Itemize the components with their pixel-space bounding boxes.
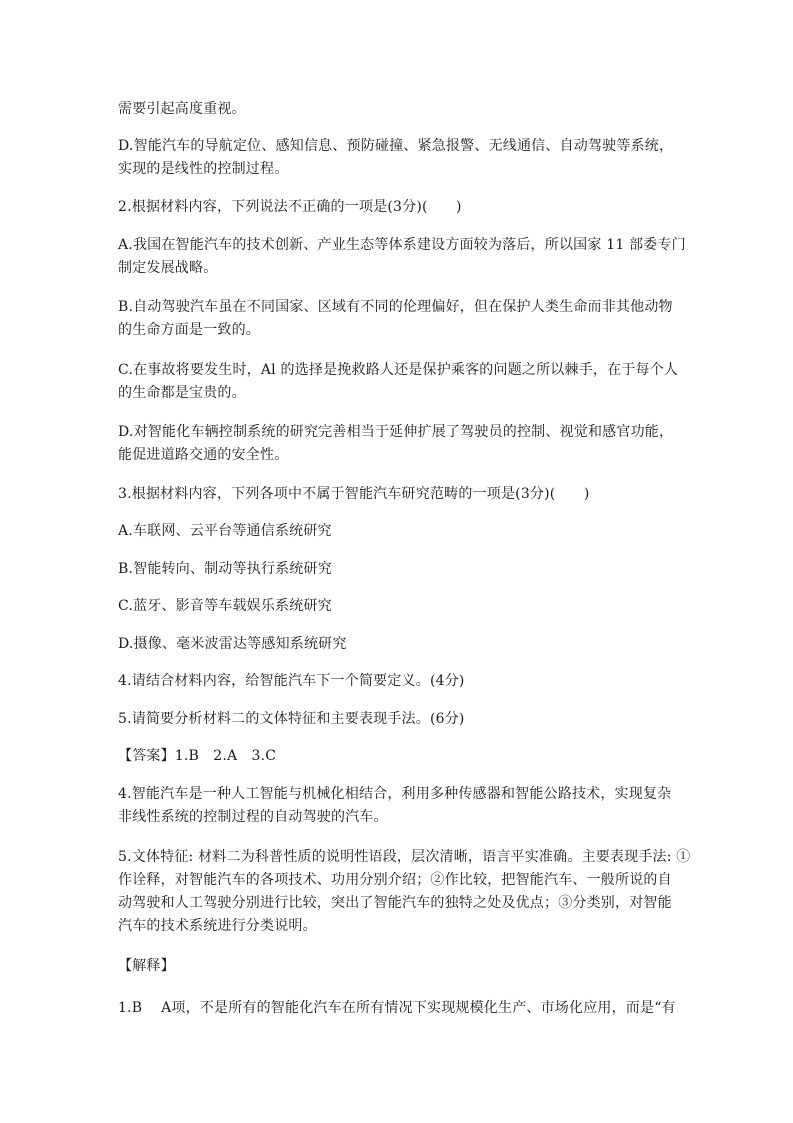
text-line: 非线性系统的控制过程的自动驾驶的汽车。 bbox=[118, 809, 388, 825]
text-line: 需要引起高度重视。 bbox=[118, 101, 246, 117]
paragraph-q3-option-b bbox=[118, 558, 684, 581]
text-line: 3.根据材料内容，下列各项中不属于智能汽车研究范畴的一项是(3分)( ) bbox=[118, 486, 590, 502]
paragraph-q2-option-c bbox=[118, 359, 684, 405]
text-line: A.我国在智能汽车的技术创新、产业生态等体系建设方面较为落后，所以国家 11 部委专门 bbox=[118, 237, 686, 253]
text-line: A.车联网、云平台等通信系统研究 bbox=[118, 523, 332, 539]
paragraph-explanation-heading bbox=[118, 955, 684, 978]
paragraph-question-2 bbox=[118, 196, 684, 219]
text-line: 2.根据材料内容，下列说法不正确的一项是(3分)( ) bbox=[118, 199, 462, 215]
paragraph-continuation bbox=[118, 98, 684, 121]
text-line: 的生命方面是一致的。 bbox=[118, 322, 260, 338]
text-line: 5.请简要分析材料二的文体特征和主要表现手法。(6分) bbox=[118, 711, 465, 727]
text-line: 5.文体特征: 材料二为科普性质的说明性语段，层次清晰，语言平实准确。主要表现手法: ① bbox=[118, 849, 691, 865]
text-line: D.对智能化车辆控制系统的研究完善相当于延伸扩展了驾驶员的控制、视觉和感官功能， bbox=[118, 424, 674, 440]
paragraph-q1-option-d bbox=[118, 135, 684, 181]
text-line: B.自动驾驶汽车虽在不同国家、区域有不同的伦理偏好，但在保护人类生命而非其他动物 bbox=[118, 299, 673, 315]
text-line: 能促进道路交通的安全性。 bbox=[118, 447, 289, 463]
text-line: 1.B A项，不是所有的智能化汽车在所有情况下实现规模化生产、市场化应用，而是“有 bbox=[118, 1000, 676, 1016]
paragraph-q2-option-a bbox=[118, 234, 684, 280]
text-line: 【解释】 bbox=[118, 958, 175, 974]
text-line: B.智能转向、制动等执行系统研究 bbox=[118, 561, 332, 577]
text-line: 的生命都是宝贵的。 bbox=[118, 385, 246, 401]
text-line: C.在事故将要发生时，Al 的选择是挽救路人还是保护乘客的问题之所以棘手，在于每个人 bbox=[118, 362, 679, 378]
paragraph-q3-option-c bbox=[118, 595, 684, 618]
paragraph-q3-option-d bbox=[118, 633, 684, 656]
text-line: D.摄像、毫米波雷达等感知系统研究 bbox=[118, 636, 347, 652]
paragraph-q2-option-d bbox=[118, 421, 684, 467]
text-line: 汽车的技术系统进行分类说明。 bbox=[118, 918, 317, 934]
text-line: 4.智能汽车是一种人工智能与机械化相结合，利用多种传感器和智能公路技术，实现复杂 bbox=[118, 786, 672, 802]
text-line: 作诠释，对智能汽车的各项技术、功用分别介绍；②作比较，把智能汽车、一般所说的自 bbox=[118, 872, 672, 888]
paragraph-question-4 bbox=[118, 670, 684, 693]
text-line: 【答案】1.B 2.A 3.C bbox=[118, 748, 277, 764]
paragraph-answer-5 bbox=[118, 846, 691, 938]
text-line: D.智能汽车的导航定位、感知信息、预防碰撞、紧急报警、无线通信、自动驾驶等系统， bbox=[118, 138, 674, 154]
paragraph-question-5 bbox=[118, 708, 684, 731]
paragraph-explanation-1 bbox=[118, 997, 684, 1020]
paragraph-question-3 bbox=[118, 483, 684, 506]
paragraph-q2-option-b bbox=[118, 296, 684, 342]
paragraph-answer-4 bbox=[118, 783, 684, 829]
text-line: 4.请结合材料内容，给智能汽车下一个简要定义。(4分) bbox=[118, 673, 465, 689]
text-line: 实现的是线性的控制过程。 bbox=[118, 161, 289, 177]
text-line: 制定发展战略。 bbox=[118, 260, 218, 276]
paragraph-q3-option-a bbox=[118, 520, 684, 543]
text-line: C.蓝牙、影音等车载娱乐系统研究 bbox=[118, 598, 332, 614]
text-line: 动驾驶和人工驾驶分别进行比较，突出了智能汽车的独特之处及优点；③分类别，对智能 bbox=[118, 895, 672, 911]
document-page bbox=[118, 0, 691, 1123]
paragraph-answer-heading bbox=[118, 745, 684, 768]
